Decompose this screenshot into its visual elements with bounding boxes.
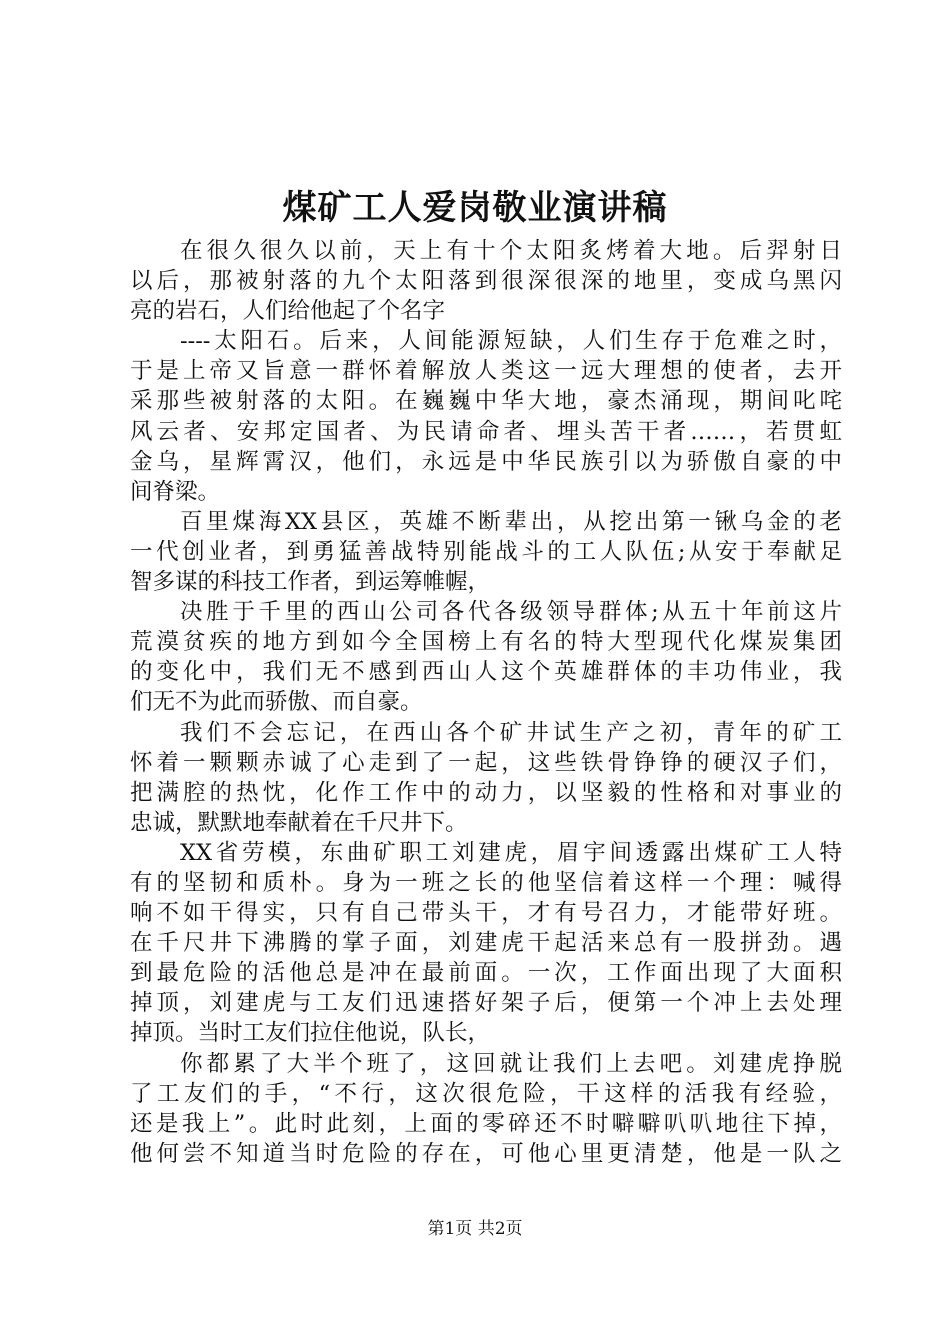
text-line: 亮的岩石，人们给他起了个名字 [130, 298, 446, 325]
text-line: 怀着一颗颗赤诚了心走到了一起，这些铁骨铮铮的硬汉子们， [130, 749, 842, 776]
document-title: 煤矿工人爱岗敬业演讲稿 [282, 188, 668, 228]
document-body [130, 236, 842, 1169]
text-line: 响不如干得实，只有自己带头干，才有号召力，才能带好班。 [130, 900, 842, 927]
text-line: 的变化中，我们无不感到西山人这个英雄群体的丰功伟业，我 [130, 659, 842, 686]
text-line: 掉顶，刘建虎与工友们迅速搭好架子后，便第一个冲上去处理 [130, 990, 842, 1017]
text-line: 决胜于千里的西山公司各代各级领导群体;从五十年前这片 [180, 599, 842, 626]
text-line: 还是我上”。此时此刻，上面的零碎还不时噼噼叭叭地往下掉， [130, 1110, 842, 1137]
text-line: 荒漠贫疾的地方到如今全国榜上有名的特大型现代化煤炭集团 [130, 629, 842, 656]
text-line: 你都累了大半个班了，这回就让我们上去吧。刘建虎挣脱 [180, 1050, 842, 1077]
page-footer: 第1页 共2页 [427, 1219, 523, 1239]
text-line: 在千尺井下沸腾的掌子面，刘建虎干起活来总有一股拼劲。遇 [130, 930, 842, 957]
text-line: 他何尝不知道当时危险的存在，可他心里更清楚，他是一队之 [130, 1140, 842, 1167]
text-line: ----太阳石。后来，人间能源短缺，人们生存于危难之时， [180, 328, 842, 355]
text-line: 一代创业者，到勇猛善战特别能战斗的工人队伍;从安于奉献足 [130, 538, 842, 565]
text-line: 我们不会忘记，在西山各个矿井试生产之初，青年的矿工 [180, 719, 842, 746]
text-line: 到最危险的活他总是冲在最前面。一次，工作面出现了大面积 [130, 960, 842, 987]
text-line: 金乌，星辉霄汉，他们，永远是中华民族引以为骄傲自豪的中 [130, 448, 842, 475]
text-line: 以后，那被射落的九个太阳落到很深很深的地里，变成乌黑闪 [130, 268, 842, 295]
text-line: 智多谋的科技工作者，到运筹帷幄， [130, 569, 491, 596]
text-line: 间脊梁。 [130, 478, 221, 505]
text-line: 采那些被射落的太阳。在巍巍中华大地，豪杰涌现，期间叱咤 [130, 388, 842, 415]
text-line: XX省劳模，东曲矿职工刘建虎，眉宇间透露出煤矿工人特 [180, 839, 842, 866]
text-line: 把满腔的热忱，化作工作中的动力，以坚毅的性格和对事业的 [130, 779, 842, 806]
text-line: 于是上帝又旨意一群怀着解放人类这一远大理想的使者，去开 [130, 358, 842, 385]
text-line: 了工友们的手，“不行，这次很危险，干这样的活我有经验， [130, 1080, 842, 1107]
text-line: 掉顶。当时工友们拉住他说，队长， [130, 1020, 491, 1047]
text-line: 忠诚，默默地奉献着在千尺井下。 [130, 809, 468, 836]
text-line: 风云者、安邦定国者、为民请命者、埋头苦干者……，若贯虹 [130, 418, 842, 445]
text-line: 在很久很久以前，天上有十个太阳炙烤着大地。后羿射日 [180, 238, 842, 264]
text-line: 百里煤海XX县区，英雄不断辈出，从挖出第一锹乌金的老 [180, 508, 842, 535]
text-line: 们无不为此而骄傲、而自豪。 [130, 689, 423, 716]
text-line: 有的坚韧和质朴。身为一班之长的他坚信着这样一个理：喊得 [130, 869, 842, 896]
